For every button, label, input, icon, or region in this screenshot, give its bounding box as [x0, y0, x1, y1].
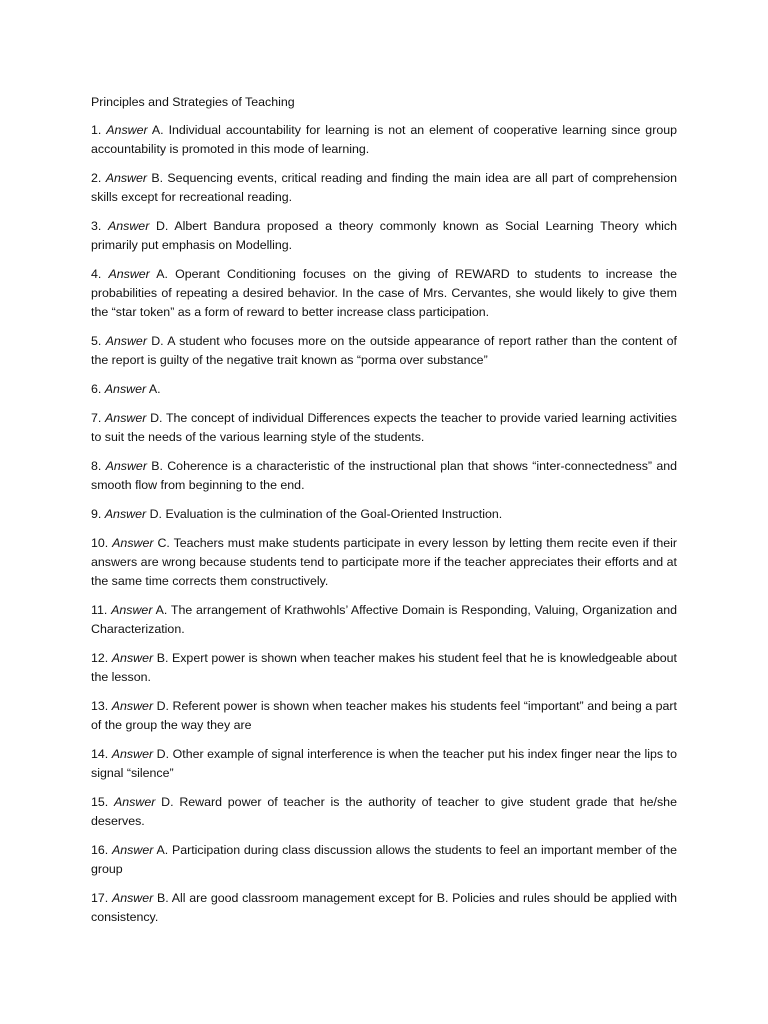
answer-explanation: Teachers must make students participate in every lesson by letting them recite even if their answers are wrong because students tend to participate more if the teacher appreciates their efforts and at the same time corrects them constructively. [91, 536, 677, 588]
answer-explanation: Expert power is shown when teacher makes his student feel that he is knowledgeable about the lesson. [91, 651, 677, 684]
item-number: 15. [91, 795, 109, 809]
answer-letter: A. [155, 603, 168, 617]
answer-item [91, 601, 677, 639]
answer-item [91, 649, 677, 687]
answer-label: Answer [105, 411, 147, 425]
answer-letter: D. [161, 795, 174, 809]
answer-item [91, 332, 677, 370]
answer-letter: A. [156, 267, 168, 281]
answer-explanation: Referent power is shown when teacher makes his students feel “important” and being a part of the group the way they are [91, 699, 677, 732]
answer-label: Answer [111, 603, 153, 617]
answer-item [91, 380, 677, 399]
answer-item [91, 793, 677, 831]
answer-label: Answer [104, 507, 147, 521]
item-number: 16. [91, 843, 109, 857]
answer-letter: B. [151, 171, 164, 185]
item-number: 8. [91, 459, 102, 473]
item-number: 17. [91, 891, 109, 905]
answer-explanation: All are good classroom management except for B. Policies and rules should be applied with consistency. [91, 891, 677, 924]
document-title: Principles and Strategies of Teaching [91, 95, 295, 109]
item-number: 1. [91, 123, 102, 137]
answer-letter: B. [151, 459, 163, 473]
answer-explanation: Individual accountability for learning is not an element of cooperative learning since group accountability is promoted in this mode of learning. [91, 123, 677, 156]
item-number: 3. [91, 219, 102, 233]
answer-label: Answer [111, 747, 154, 761]
item-number: 14. [91, 747, 109, 761]
answer-item [91, 121, 677, 159]
answer-item [91, 534, 677, 591]
answer-label: Answer [108, 219, 150, 233]
item-number: 7. [91, 411, 102, 425]
item-number: 11. [91, 603, 108, 617]
answer-label: Answer [111, 699, 154, 713]
answer-item [91, 889, 677, 927]
answer-label: Answer [111, 891, 154, 905]
item-number: 10. [91, 536, 109, 550]
answer-label: Answer [105, 334, 147, 348]
answer-explanation: A student who focuses more on the outside appearance of report rather than the content of the report is guilty of the negative trait known as “porma over substance” [91, 334, 677, 367]
item-number: 4. [91, 267, 102, 281]
answer-label: Answer [106, 123, 148, 137]
answer-letter: D. [150, 411, 163, 425]
answer-explanation: Evaluation is the culmination of the Goal-Oriented Instruction. [165, 507, 503, 521]
item-number: 2. [91, 171, 102, 185]
answer-letter: D. [156, 747, 170, 761]
answer-letter: A. [151, 123, 164, 137]
answer-explanation: Sequencing events, critical reading and finding the main idea are all part of comprehension skills except for recreational reading. [91, 171, 677, 204]
item-number: 6. [91, 382, 102, 396]
answer-explanation: Operant Conditioning focuses on the giving of REWARD to students to increase the probabilities of repeating a desired behavior. In the case of Mrs. Cervantes, she would likely to give them the “star token” as a form of reward to better increase class participation. [91, 267, 677, 319]
answer-item [91, 457, 677, 495]
item-number: 9. [91, 507, 102, 521]
answer-label: Answer [111, 651, 154, 665]
item-number: 13. [91, 699, 109, 713]
answer-explanation: Coherence is a characteristic of the instructional plan that shows “inter-connectedness” and smooth flow from beginning to the end. [91, 459, 678, 492]
answer-label: Answer [105, 459, 147, 473]
answer-label: Answer [104, 382, 147, 396]
answer-explanation: Albert Bandura proposed a theory commonly known as Social Learning Theory which primarily put emphasis on Modelling. [91, 219, 678, 252]
answer-item [91, 697, 677, 735]
answer-item [91, 169, 677, 207]
answer-explanation: The concept of individual Differences expects the teacher to provide varied learning activities to suit the needs of the various learning style of the students. [91, 411, 677, 444]
answer-label: Answer [105, 171, 148, 185]
answer-label: Answer [108, 267, 150, 281]
answer-item [91, 841, 677, 879]
answer-explanation: The arrangement of Krathwohls’ Affective Domain is Responding, Valuing, Organization and Characterization. [91, 603, 677, 636]
answer-letter: B. [156, 651, 169, 665]
answer-letter: D. [156, 699, 169, 713]
answer-letter: A. [156, 843, 169, 857]
answer-label: Answer [114, 795, 156, 809]
answer-explanation: Other example of signal interference is when the teacher put his index finger near the lips to signal “silence” [91, 747, 677, 780]
answer-item [91, 745, 677, 783]
answer-explanation: Reward power of teacher is the authority of teacher to give student grade that he/she deserves. [91, 795, 677, 828]
answer-item [91, 505, 677, 524]
answer-letter: C. [157, 536, 170, 550]
answer-explanation: Participation during class discussion allows the students to feel an important member of the group [91, 843, 677, 876]
answer-item [91, 409, 677, 447]
answer-list [91, 121, 677, 927]
answer-letter: D. [155, 219, 169, 233]
answer-letter: A. [148, 382, 161, 396]
item-number: 5. [91, 334, 102, 348]
answer-label: Answer [112, 843, 154, 857]
answer-letter: D. [149, 507, 162, 521]
answer-letter: B. [157, 891, 169, 905]
answer-label: Answer [112, 536, 154, 550]
answer-letter: D. [151, 334, 164, 348]
answer-item [91, 265, 677, 322]
item-number: 12. [91, 651, 109, 665]
answer-item [91, 217, 677, 255]
